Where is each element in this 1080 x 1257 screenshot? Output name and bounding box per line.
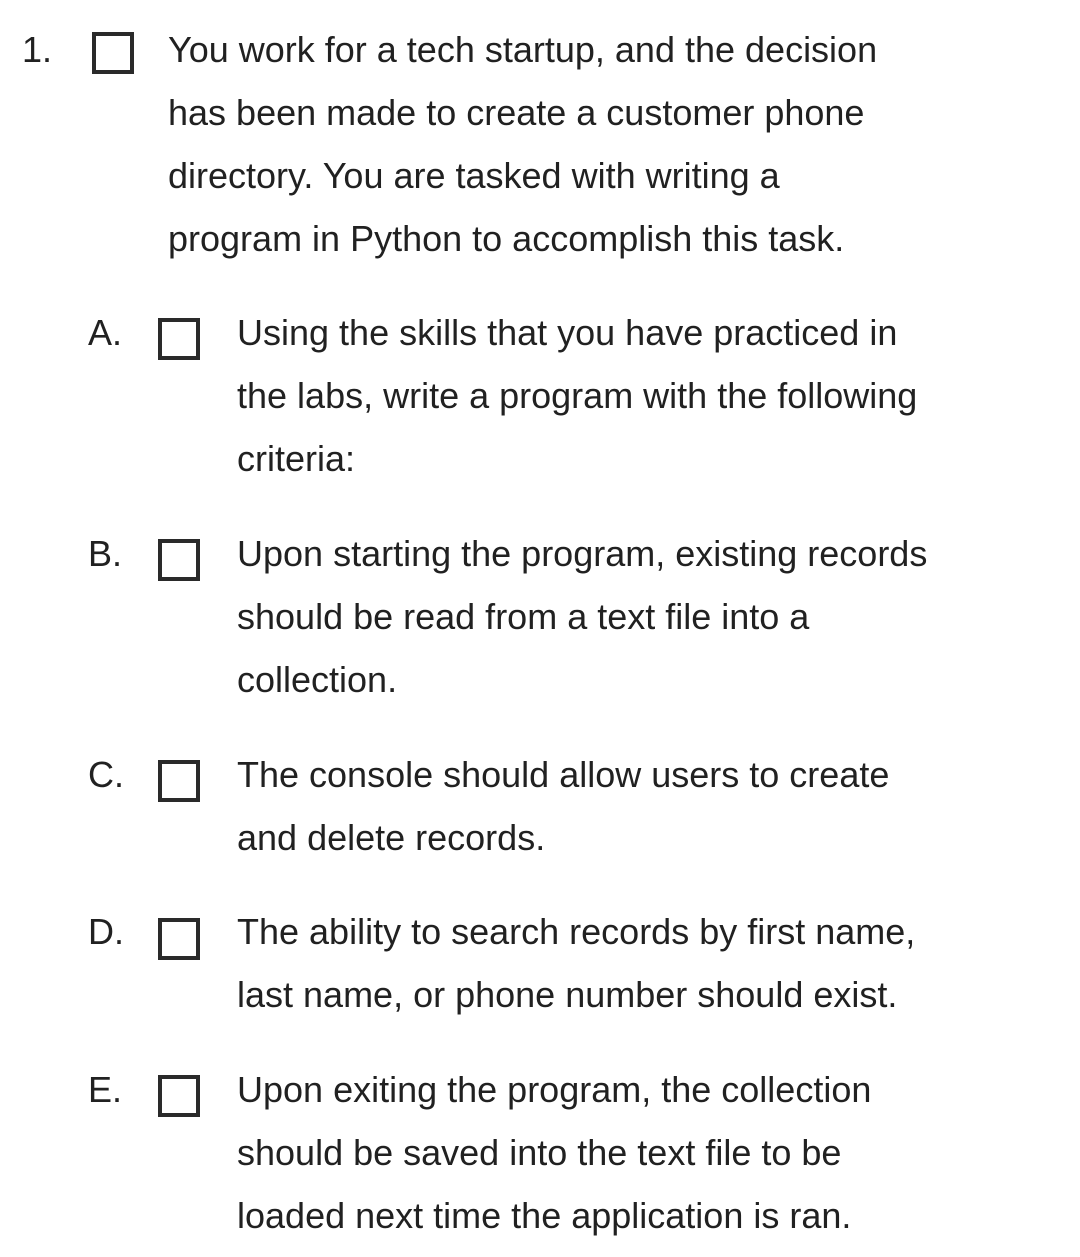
- list-marker: E.: [88, 1069, 123, 1110]
- list-marker: C.: [88, 754, 124, 795]
- list-marker: A.: [88, 312, 123, 353]
- checkbox[interactable]: [158, 918, 200, 960]
- item-text: [168, 18, 877, 270]
- item-text: [237, 743, 889, 869]
- checkbox[interactable]: [92, 32, 134, 74]
- list-marker: D.: [88, 911, 124, 952]
- item-text: [237, 900, 915, 1026]
- text-line: last name, or phone number should exist.: [237, 974, 898, 1015]
- text-line: The console should allow users to create: [237, 754, 890, 795]
- text-line: the labs, write a program with the following: [237, 375, 918, 416]
- list-marker: B.: [88, 533, 123, 574]
- checkbox[interactable]: [158, 318, 200, 360]
- text-line: has been made to create a customer phone: [168, 92, 865, 133]
- item-text: [237, 301, 917, 490]
- text-line: Upon starting the program, existing records: [237, 533, 928, 574]
- text-line: criteria:: [237, 438, 356, 479]
- text-line: collection.: [237, 659, 398, 700]
- list-marker: 1.: [22, 29, 53, 70]
- text-line: loaded next time the application is ran.: [237, 1195, 852, 1236]
- text-line: directory. You are tasked with writing a: [168, 155, 780, 196]
- text-line: and delete records.: [237, 817, 546, 858]
- text-line: The ability to search records by first name,: [237, 911, 916, 952]
- checkbox[interactable]: [158, 539, 200, 581]
- text-line: Using the skills that you have practiced in: [237, 312, 898, 353]
- text-line: should be read from a text file into a: [237, 596, 810, 637]
- item-text: [237, 522, 927, 711]
- text-line: Upon exiting the program, the collection: [237, 1069, 872, 1110]
- text-line: program in Python to accomplish this task.: [168, 218, 845, 259]
- text-line: You work for a tech startup, and the decision: [168, 29, 878, 70]
- checkbox[interactable]: [158, 760, 200, 802]
- item-text: [237, 1058, 871, 1247]
- checkbox[interactable]: [158, 1075, 200, 1117]
- text-line: should be saved into the text file to be: [237, 1132, 842, 1173]
